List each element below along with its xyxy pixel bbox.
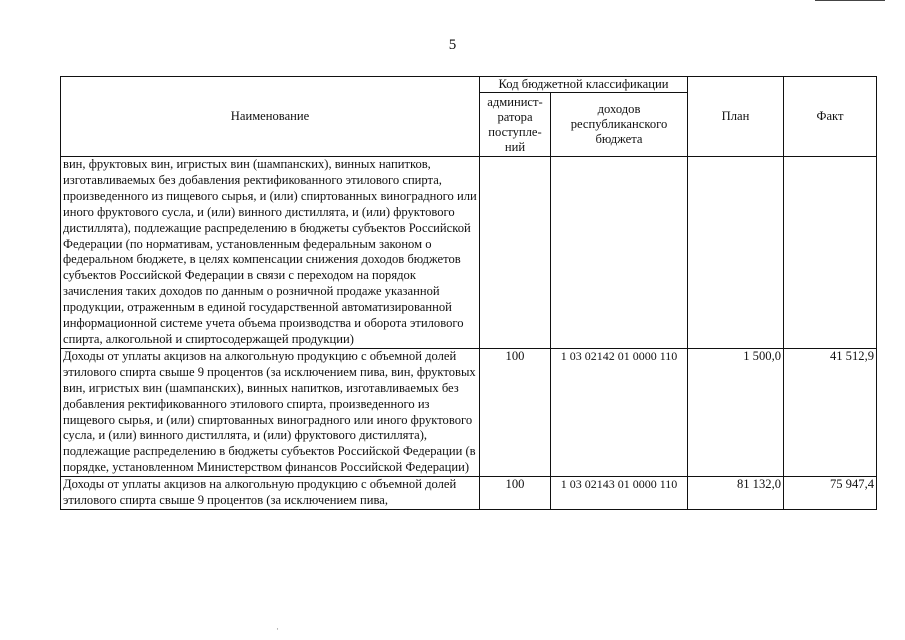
header-revenue: доходов республиканского бюджета [551, 93, 688, 157]
page-number: 5 [448, 37, 457, 53]
row-code: 1 03 02142 01 0000 110 [551, 348, 688, 476]
table-row [61, 348, 877, 476]
header-fact: Факт [784, 77, 877, 157]
header-plan: План [688, 77, 784, 157]
row-admin [480, 157, 551, 349]
row-admin: 100 [480, 348, 551, 476]
row-name: вин, фруктовых вин, игристых вин (шампанских), винных напитков, изготавливаемых без добавления ректификованного этилового спирта, произведенного из пищевого сырья, и (или) спиртованных виноградного или иного фруктового сусла, и (или) винного дистиллята, и (или) фруктового дистиллята), подлежащие распределению в бюджеты субъектов Российской Федерации (по нормативам, установленным федеральным законом о федеральном бюджете, в целях компенсации снижения доходов бюджетов субъектов Российской Федерации в связи с переходом на порядок зачисления таких доходов по данным о розничной продаже указанной продукции, отраженным в единой государственной автоматизированной информационной системе учета объема производства и оборота этилового спирта, алкогольной и спиртосодержащей продукции) [61, 157, 480, 349]
table-row [61, 157, 877, 349]
header-code-group: Код бюджетной классификации [480, 77, 688, 93]
row-code [551, 157, 688, 349]
row-plan [688, 157, 784, 349]
table-row [61, 477, 877, 510]
row-fact [784, 157, 877, 349]
row-fact: 41 512,9 [784, 348, 877, 476]
top-edge-line [815, 0, 885, 3]
row-fact: 75 947,4 [784, 477, 877, 510]
row-admin: 100 [480, 477, 551, 510]
row-plan: 1 500,0 [688, 348, 784, 476]
header-admin: админист-ратора поступле-ний [480, 93, 551, 157]
row-plan: 81 132,0 [688, 477, 784, 510]
scan-mark: · [276, 624, 279, 634]
row-name: Доходы от уплаты акцизов на алкогольную продукцию с объемной долей этилового спирта свыше 9 процентов (за исключением пива, [61, 477, 480, 510]
header-name: Наименование [61, 77, 480, 157]
budget-table [60, 76, 877, 510]
row-code: 1 03 02143 01 0000 110 [551, 477, 688, 510]
row-name: Доходы от уплаты акцизов на алкогольную продукцию с объемной долей этилового спирта свыше 9 процентов (за исключением пива, вин, фруктовых вин, игристых вин (шампанских), винных напитков, изготавливаемых без добавления ректификованного этилового спирта, произведенного из пищевого сырья, и (или) спиртованных виноградного или иного фруктового сусла, и (или) винного дистиллята, и (или) фруктового дистиллята), подлежащие распределению в бюджеты субъектов Российской Федерации (в порядке, установленном Министерством финансов Российской Федерации) [61, 348, 480, 476]
